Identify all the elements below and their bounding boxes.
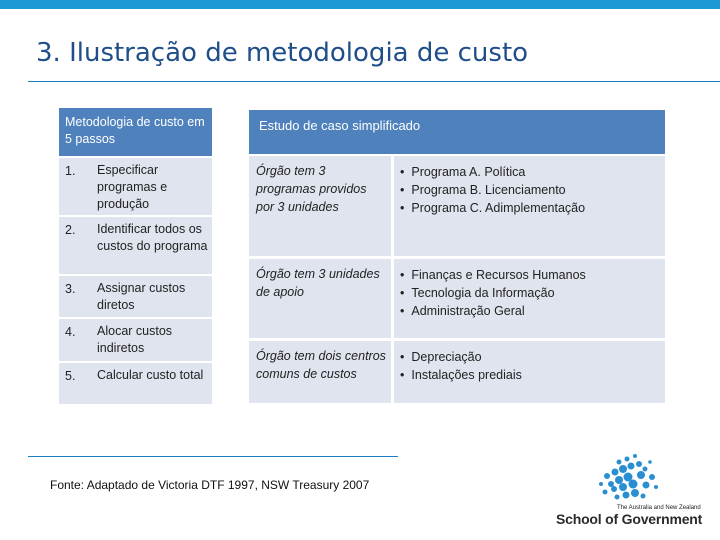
- dots-logo-icon: [555, 442, 705, 512]
- case-description: Órgão tem 3 unidades de apoio: [249, 259, 394, 338]
- case-study-table-header: Estudo de caso simplificado: [249, 110, 665, 156]
- table-row: [249, 259, 665, 341]
- methodology-table: [59, 108, 212, 406]
- step-text: Assignar custos diretos: [97, 281, 186, 312]
- step-text: Especificar programas e produção: [97, 163, 168, 211]
- list-item: • Programa C. Adimplementação: [400, 199, 661, 217]
- table-row: [59, 319, 212, 363]
- step-number: 2.: [65, 223, 76, 237]
- table-row: [59, 158, 212, 217]
- top-accent-bar: [0, 0, 720, 9]
- table-row: [59, 217, 212, 276]
- case-items: [394, 259, 665, 338]
- list-item: • Administração Geral: [400, 302, 661, 320]
- logo-subtitle: The Australia and New Zealand: [617, 505, 701, 511]
- table-row: [59, 276, 212, 319]
- source-citation: Fonte: Adaptado de Victoria DTF 1997, NSW Treasury 2007: [50, 478, 370, 492]
- slide-title: 3. Ilustração de metodologia de custo: [36, 38, 529, 68]
- step-number: 5.: [65, 369, 76, 383]
- step-number: 1.: [65, 164, 76, 178]
- logo-title: School of Government: [556, 511, 703, 527]
- step-text: Identificar todos os custos do programa: [97, 222, 208, 253]
- case-items: [394, 156, 665, 256]
- case-description: Órgão tem 3 programas providos por 3 unidades: [249, 156, 394, 256]
- table-row: [249, 156, 665, 259]
- step-number: 3.: [65, 282, 76, 296]
- list-item: • Tecnologia da Informação: [400, 284, 661, 302]
- step-number: 4.: [65, 325, 76, 339]
- footer-divider: [28, 456, 398, 457]
- table-row: [249, 341, 665, 406]
- case-description: Órgão tem dois centros comuns de custos: [249, 341, 394, 403]
- list-item: • Programa A. Política: [400, 163, 661, 181]
- list-item: • Depreciação: [400, 348, 661, 366]
- methodology-table-header: Metodologia de custo em 5 passos: [59, 108, 212, 158]
- list-item: • Programa B. Licenciamento: [400, 181, 661, 199]
- case-study-table: [249, 110, 665, 406]
- case-items: [394, 341, 665, 403]
- list-item: • Finanças e Recursos Humanos: [400, 266, 661, 284]
- list-item: • Instalações prediais: [400, 366, 661, 384]
- title-divider: [28, 81, 720, 82]
- step-text: Alocar custos indiretos: [97, 324, 173, 355]
- school-of-government-logo: [555, 442, 705, 532]
- table-row: [59, 363, 212, 406]
- step-text: Calcular custo total: [97, 368, 204, 382]
